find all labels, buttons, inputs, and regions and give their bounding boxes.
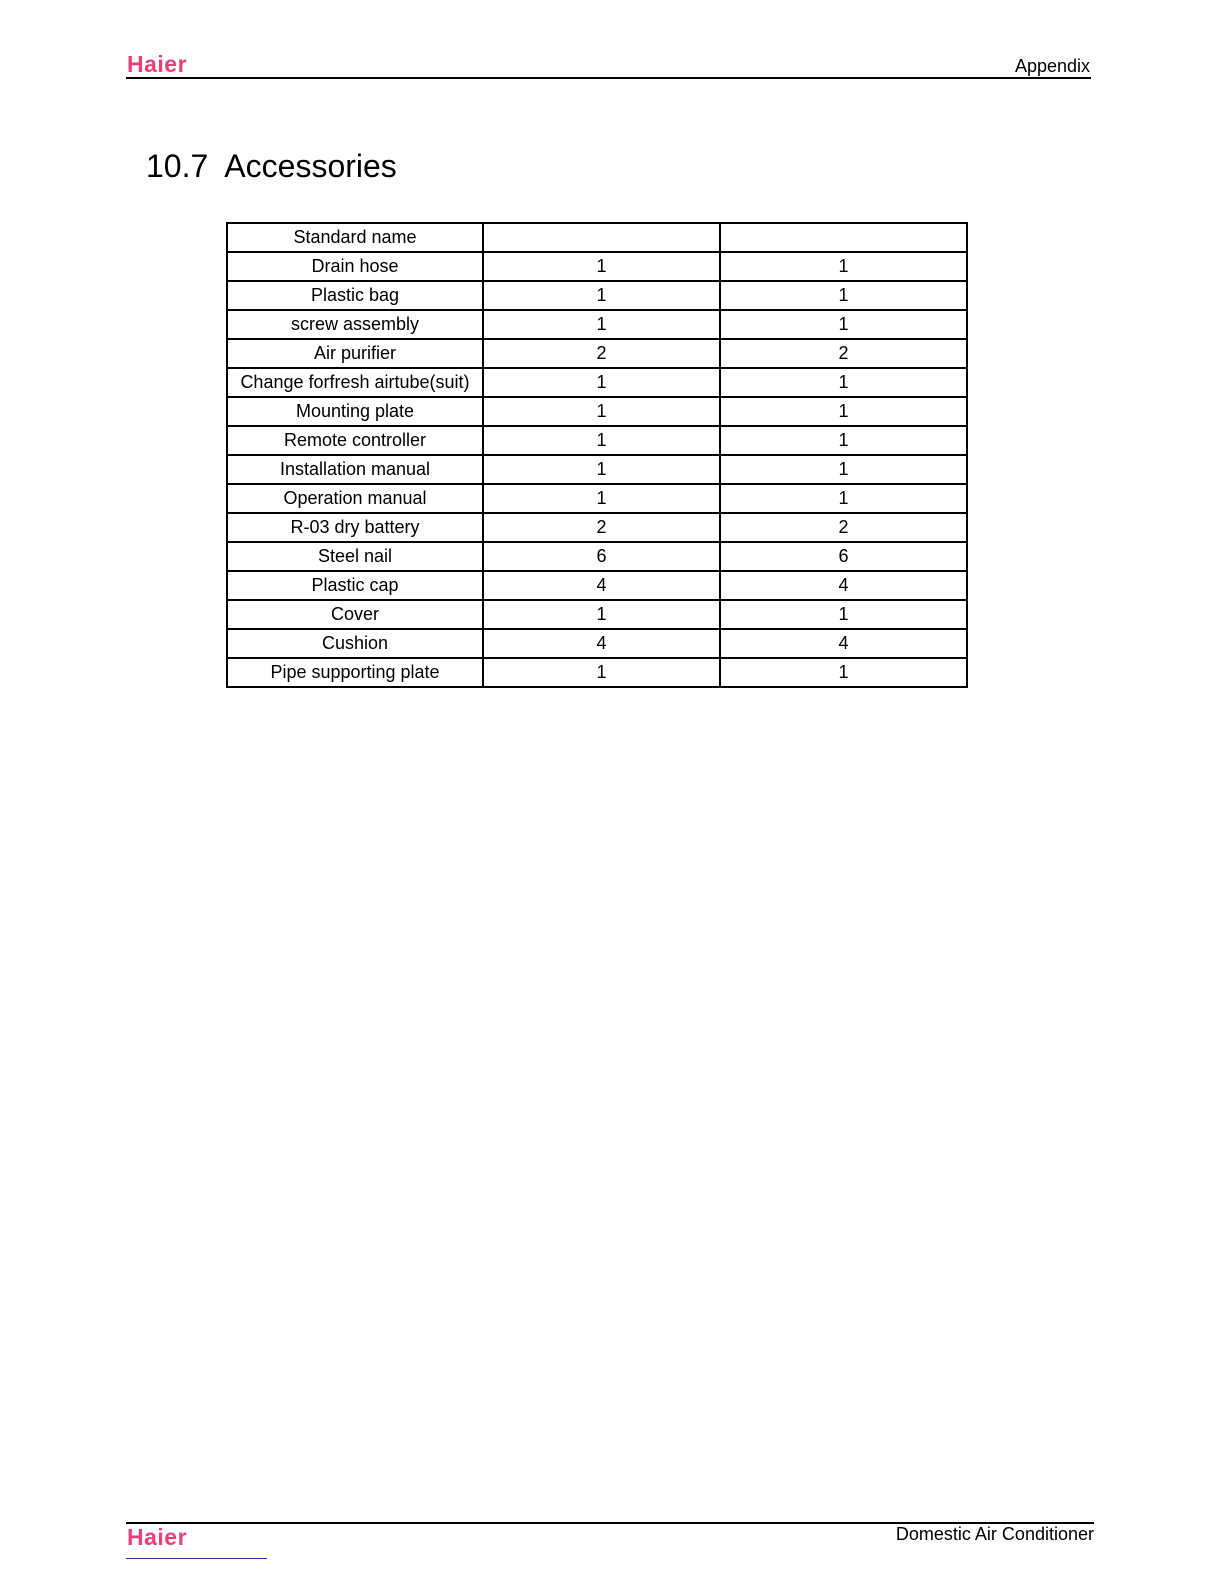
cell-accessory-name: Drain hose <box>227 252 483 281</box>
cell-qty-model-b: 1 <box>720 252 967 281</box>
cell-qty-model-a: 1 <box>483 310 720 339</box>
cell-accessory-name: Remote controller <box>227 426 483 455</box>
cell-qty-model-b: 1 <box>720 426 967 455</box>
cell-qty-model-a: 2 <box>483 339 720 368</box>
table-row <box>227 571 967 600</box>
cell-qty-model-b: 1 <box>720 658 967 687</box>
table-row <box>227 339 967 368</box>
table-row <box>227 368 967 397</box>
table-row <box>227 252 967 281</box>
table-row <box>227 658 967 687</box>
cell-accessory-name: Steel nail <box>227 542 483 571</box>
cell-qty-model-b: 1 <box>720 310 967 339</box>
cell-qty-model-b: 1 <box>720 397 967 426</box>
cell-accessory-name: Operation manual <box>227 484 483 513</box>
cell-accessory-name: screw assembly <box>227 310 483 339</box>
cell-qty-model-a: 1 <box>483 281 720 310</box>
document-name: Domestic Air Conditioner <box>895 1524 1094 1544</box>
cell-qty-model-b: 1 <box>720 600 967 629</box>
cell-qty-model-b: 1 <box>720 455 967 484</box>
header-cell-model-a <box>483 223 720 252</box>
cell-qty-model-a: 2 <box>483 513 720 542</box>
cell-accessory-name: R-03 dry battery <box>227 513 483 542</box>
table-row <box>227 281 967 310</box>
cell-qty-model-a: 1 <box>483 426 720 455</box>
cell-accessory-name: Pipe supporting plate <box>227 658 483 687</box>
page-title: 10.7 Accessories <box>146 148 397 184</box>
table-row <box>227 600 967 629</box>
header-divider <box>126 77 1091 79</box>
section-label: Appendix <box>1014 56 1090 76</box>
haier-logo: Haier <box>127 51 188 77</box>
cell-accessory-name: Cushion <box>227 629 483 658</box>
cell-qty-model-a: 1 <box>483 368 720 397</box>
table-row <box>227 513 967 542</box>
cell-qty-model-a: 4 <box>483 629 720 658</box>
cell-qty-model-a: 1 <box>483 600 720 629</box>
header-cell-name: Standard name <box>227 223 483 252</box>
table-row <box>227 310 967 339</box>
cell-qty-model-b: 4 <box>720 571 967 600</box>
footer-logo-underline <box>126 1558 267 1559</box>
cell-qty-model-b: 4 <box>720 629 967 658</box>
cell-accessory-name: Plastic cap <box>227 571 483 600</box>
cell-accessory-name: Cover <box>227 600 483 629</box>
cell-qty-model-a: 1 <box>483 484 720 513</box>
cell-qty-model-b: 2 <box>720 339 967 368</box>
table-row <box>227 542 967 571</box>
table-row <box>227 397 967 426</box>
cell-accessory-name: Installation manual <box>227 455 483 484</box>
cell-qty-model-b: 6 <box>720 542 967 571</box>
cell-qty-model-a: 6 <box>483 542 720 571</box>
cell-accessory-name: Plastic bag <box>227 281 483 310</box>
cell-qty-model-a: 1 <box>483 252 720 281</box>
cell-accessory-name: Mounting plate <box>227 397 483 426</box>
table-row <box>227 455 967 484</box>
table-row <box>227 629 967 658</box>
cell-qty-model-b: 1 <box>720 484 967 513</box>
cell-accessory-name: Change forfresh airtube(suit) <box>227 368 483 397</box>
accessories-table-body <box>227 223 967 687</box>
accessories-table <box>226 222 968 688</box>
cell-qty-model-a: 1 <box>483 397 720 426</box>
cell-accessory-name: Air purifier <box>227 339 483 368</box>
header-cell-model-b <box>720 223 967 252</box>
table-header-row <box>227 223 967 252</box>
cell-qty-model-b: 2 <box>720 513 967 542</box>
table-row <box>227 426 967 455</box>
cell-qty-model-b: 1 <box>720 368 967 397</box>
cell-qty-model-a: 1 <box>483 455 720 484</box>
haier-logo-footer: Haier <box>127 1524 188 1550</box>
table-row <box>227 484 967 513</box>
cell-qty-model-a: 1 <box>483 658 720 687</box>
cell-qty-model-a: 4 <box>483 571 720 600</box>
cell-qty-model-b: 1 <box>720 281 967 310</box>
